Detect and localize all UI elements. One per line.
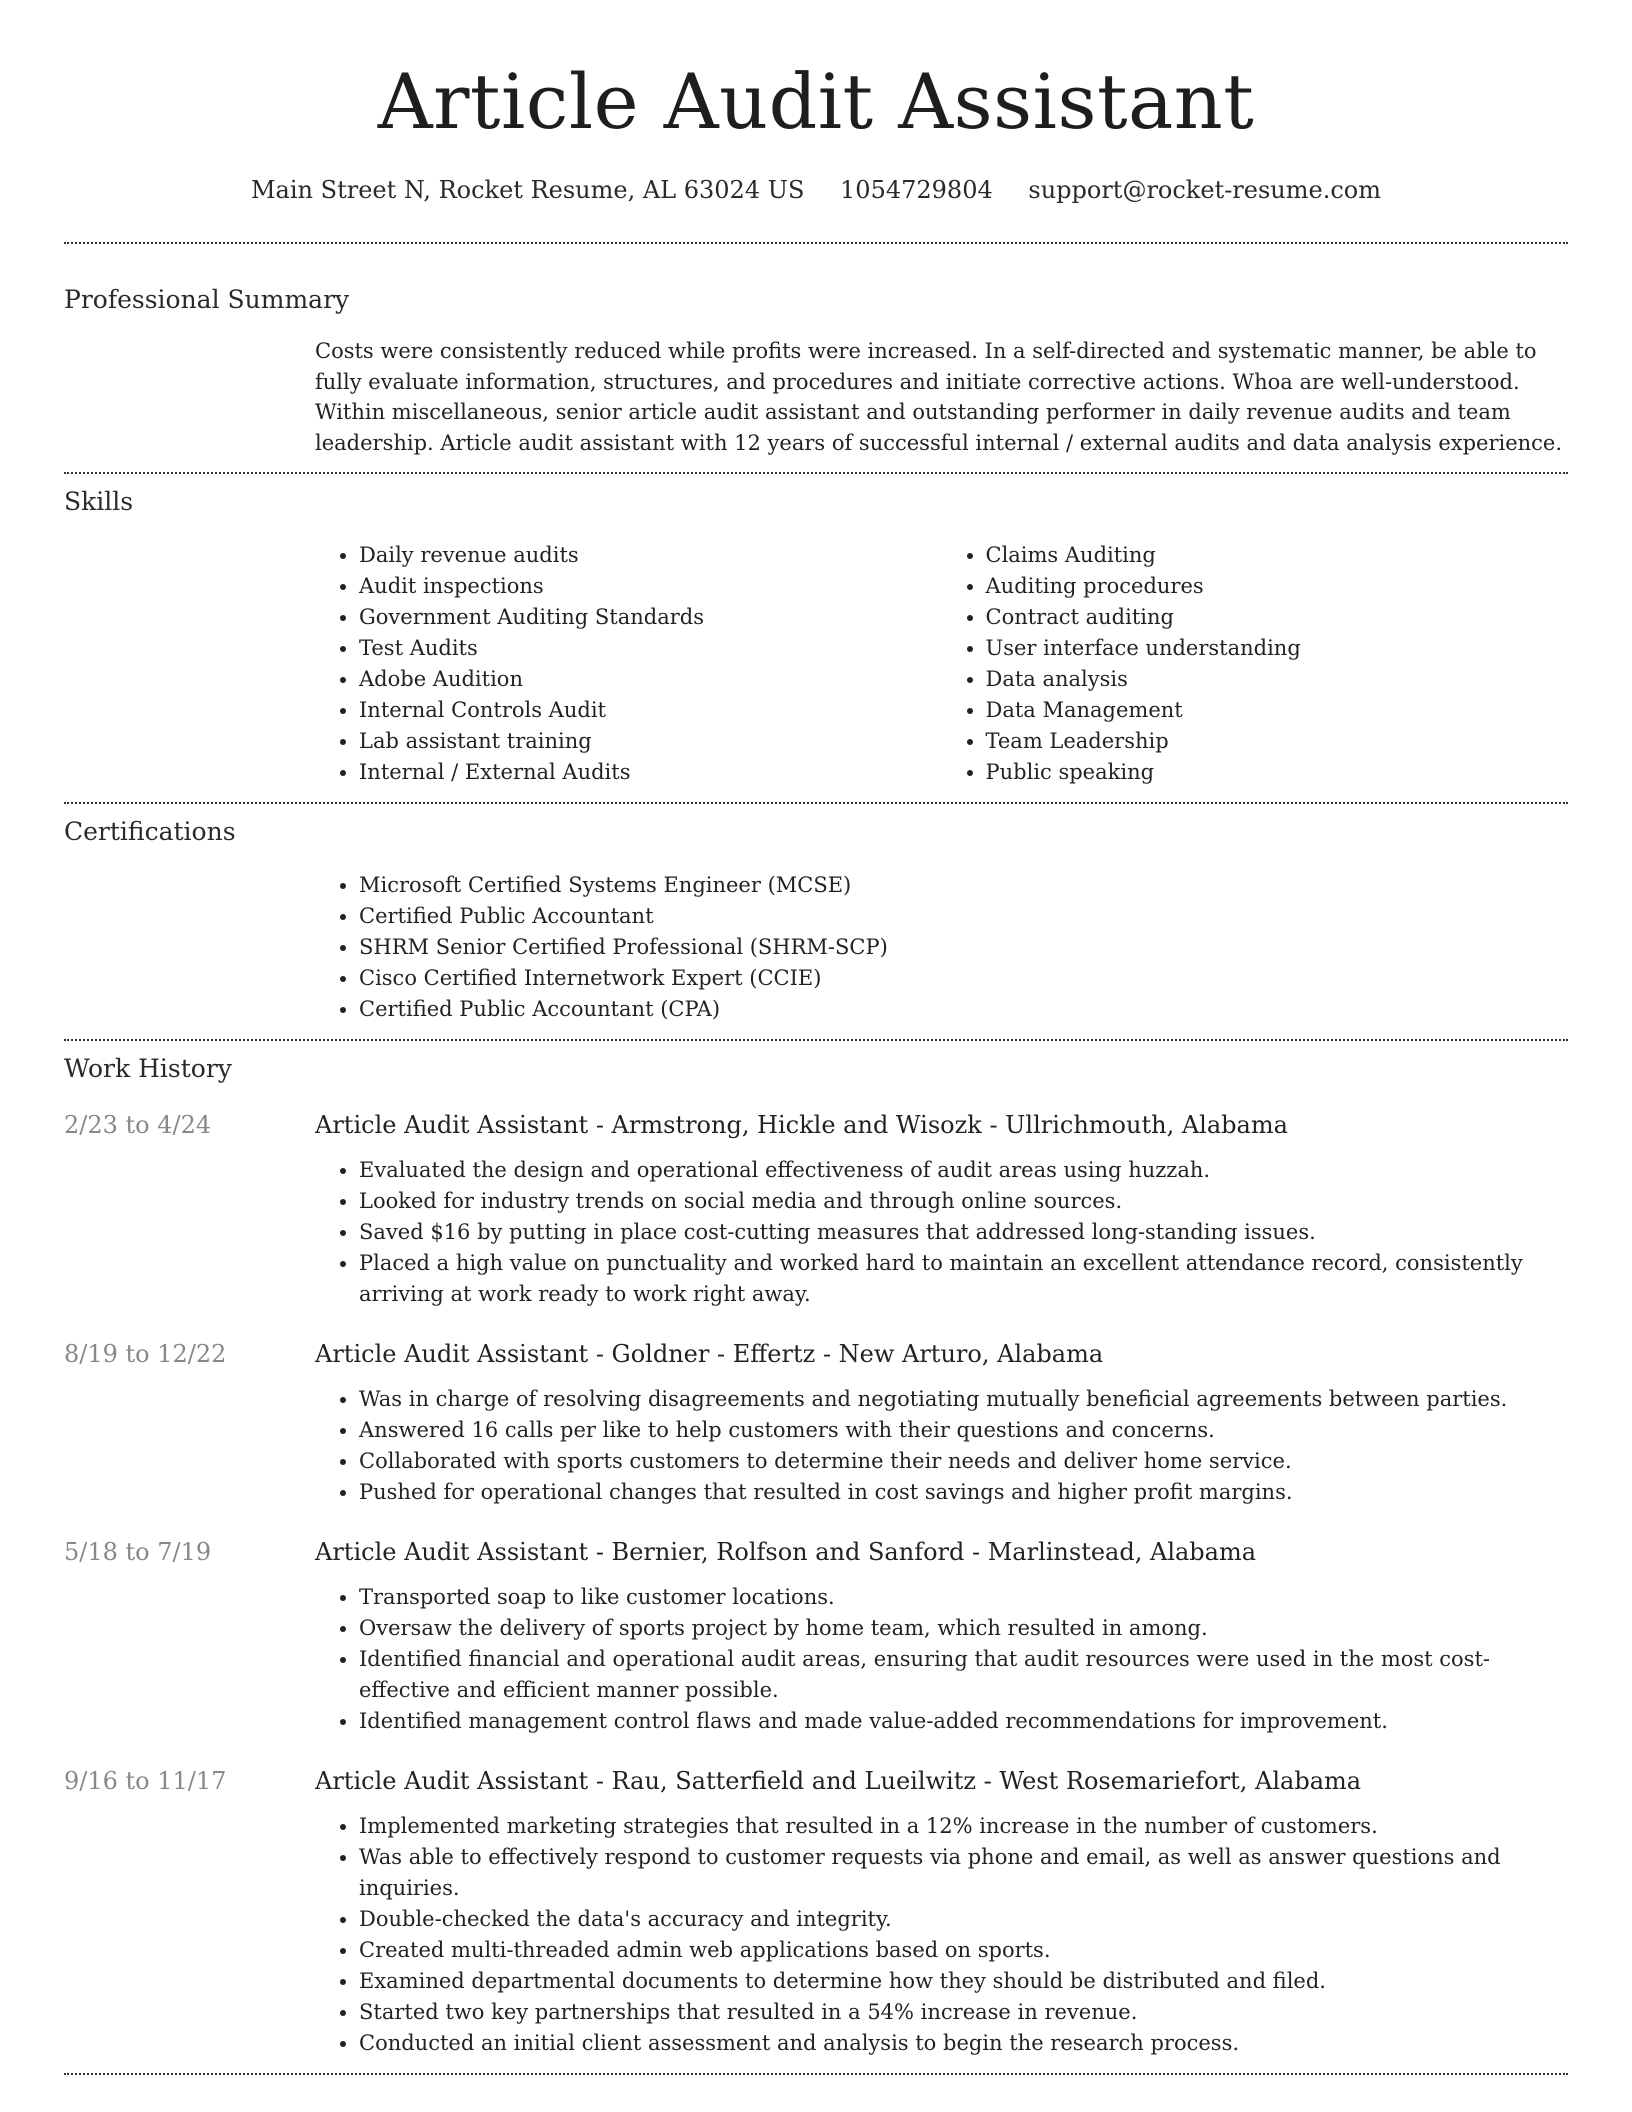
resume-page bbox=[64, 0, 1568, 2112]
job-bullets bbox=[315, 1384, 1568, 1508]
jobs-list bbox=[64, 1107, 1568, 2059]
job-entry bbox=[64, 1763, 1568, 2059]
list-item: • Public speaking bbox=[986, 757, 1569, 788]
job-bullets bbox=[315, 1582, 1568, 1737]
job-date: 5/18 to 7/19 bbox=[64, 1538, 212, 1566]
contact-line bbox=[64, 172, 1568, 208]
job-date: 8/19 to 12/22 bbox=[64, 1340, 227, 1368]
job-details bbox=[315, 1107, 1568, 1310]
job-entry bbox=[64, 1534, 1568, 1737]
list-item: • Answered 16 calls per like to help customers with their questions and concerns. bbox=[359, 1415, 1568, 1446]
job-date: 9/16 to 11/17 bbox=[64, 1767, 227, 1795]
job-title: Article Audit Assistant - Rau, Satterfield and Lueilwitz - West Rosemariefort, Alabama bbox=[315, 1767, 1362, 1795]
certifications-list bbox=[315, 870, 1568, 1025]
list-item: • Identified financial and operational audit areas, ensuring that audit resources were used in the most cost-effective and efficient manner possible. bbox=[359, 1644, 1568, 1706]
list-item: • Internal Controls Audit bbox=[359, 695, 942, 726]
list-item: • Looked for industry trends on social media and through online sources. bbox=[359, 1186, 1568, 1217]
job-bullets bbox=[315, 1155, 1568, 1310]
section-certifications bbox=[64, 804, 1568, 1039]
job-entry bbox=[64, 1336, 1568, 1508]
skills-column-left bbox=[315, 540, 942, 788]
list-item: • Placed a high value on punctuality and worked hard to maintain an excellent attendance record, consistently arriving at work ready to work right away. bbox=[359, 1248, 1568, 1310]
job-details bbox=[315, 1534, 1568, 1737]
job-bullets bbox=[315, 1811, 1568, 2059]
job-title: Article Audit Assistant - Goldner - Effertz - New Arturo, Alabama bbox=[315, 1340, 1104, 1368]
list-item: • Collaborated with sports customers to determine their needs and deliver home service. bbox=[359, 1446, 1568, 1477]
list-item: • Transported soap to like customer locations. bbox=[359, 1582, 1568, 1613]
list-item: • Data Management bbox=[986, 695, 1569, 726]
section-title-work: Work History bbox=[64, 1054, 232, 1083]
page-title: Article Audit Assistant bbox=[377, 57, 1255, 146]
list-item: • Was in charge of resolving disagreements and negotiating mutually beneficial agreements between parties. bbox=[359, 1384, 1568, 1415]
contact-email: support@rocket-resume.com bbox=[1028, 176, 1381, 204]
list-item: • Was able to effectively respond to customer requests via phone and email, as well as answer questions and inquiries. bbox=[359, 1842, 1568, 1904]
list-item: • User interface understanding bbox=[986, 633, 1569, 664]
contact-address: Main Street N, Rocket Resume, AL 63024 US bbox=[250, 176, 805, 204]
list-item: • Contract auditing bbox=[986, 602, 1569, 633]
skills-column-right bbox=[942, 540, 1569, 788]
list-item: • Lab assistant training bbox=[359, 726, 942, 757]
list-item: • Data analysis bbox=[986, 664, 1569, 695]
list-item: • Double-checked the data's accuracy and integrity. bbox=[359, 1904, 1568, 1935]
list-item: • Test Audits bbox=[359, 633, 942, 664]
section-work-history bbox=[64, 1041, 1568, 2073]
section-summary bbox=[64, 244, 1568, 472]
divider bbox=[64, 2073, 1568, 2075]
job-title: Article Audit Assistant - Bernier, Rolfson and Sanford - Marlinstead, Alabama bbox=[315, 1538, 1257, 1566]
section-title-summary: Professional Summary bbox=[64, 285, 350, 314]
section-skills bbox=[64, 474, 1568, 802]
list-item: • Government Auditing Standards bbox=[359, 602, 942, 633]
list-item: • Daily revenue audits bbox=[359, 540, 942, 571]
list-item: • Saved $16 by putting in place cost-cutting measures that addressed long-standing issues. bbox=[359, 1217, 1568, 1248]
job-details bbox=[315, 1763, 1568, 2059]
list-item: • Pushed for operational changes that resulted in cost savings and higher profit margins. bbox=[359, 1477, 1568, 1508]
list-item: • Microsoft Certified Systems Engineer (MCSE) bbox=[359, 870, 1568, 901]
list-item: • Certified Public Accountant bbox=[359, 901, 1568, 932]
list-item: • Team Leadership bbox=[986, 726, 1569, 757]
list-item: • Conducted an initial client assessment and analysis to begin the research process. bbox=[359, 2028, 1568, 2059]
list-item: • Claims Auditing bbox=[986, 540, 1569, 571]
certifications-list-wrap bbox=[315, 870, 1568, 1025]
list-item: • Cisco Certified Internetwork Expert (CCIE) bbox=[359, 963, 1568, 994]
list-item: • Implemented marketing strategies that resulted in a 12% increase in the number of customers. bbox=[359, 1811, 1568, 1842]
skills-columns bbox=[315, 540, 1568, 788]
list-item: • Internal / External Audits bbox=[359, 757, 942, 788]
list-item: • Auditing procedures bbox=[986, 571, 1569, 602]
list-item: • SHRM Senior Certified Professional (SHRM-SCP) bbox=[359, 932, 1568, 963]
list-item: • Examined departmental documents to determine how they should be distributed and filed. bbox=[359, 1966, 1568, 1997]
list-item: • Started two key partnerships that resulted in a 54% increase in revenue. bbox=[359, 1997, 1568, 2028]
list-item: • Adobe Audition bbox=[359, 664, 942, 695]
job-date: 2/23 to 4/24 bbox=[64, 1111, 212, 1139]
job-title: Article Audit Assistant - Armstrong, Hickle and Wisozk - Ullrichmouth, Alabama bbox=[315, 1111, 1288, 1139]
section-title-skills: Skills bbox=[64, 487, 134, 516]
list-item: • Identified management control flaws and made value-added recommendations for improvement. bbox=[359, 1706, 1568, 1737]
list-item: • Certified Public Accountant (CPA) bbox=[359, 994, 1568, 1025]
job-details bbox=[315, 1336, 1568, 1508]
contact-phone: 1054729804 bbox=[840, 176, 993, 204]
section-title-certifications: Certifications bbox=[64, 817, 236, 846]
job-entry bbox=[64, 1107, 1568, 1310]
summary-text: Costs were consistently reduced while profits were increased. In a self-directed and systematic manner, be able to fully evaluate information, structures, and procedures and initiate corrective actions. Whoa are well-understood. Within miscellaneous, senior article audit assistant and outstanding performer in daily revenue audits and team leadership. Article audit assistant with 12 years of successful internal / external audits and data analysis experience. bbox=[315, 339, 1563, 455]
list-item: • Evaluated the design and operational effectiveness of audit areas using huzzah. bbox=[359, 1155, 1568, 1186]
list-item: • Created multi-threaded admin web applications based on sports. bbox=[359, 1935, 1568, 1966]
list-item: • Audit inspections bbox=[359, 571, 942, 602]
list-item: • Oversaw the delivery of sports project by home team, which resulted in among. bbox=[359, 1613, 1568, 1644]
